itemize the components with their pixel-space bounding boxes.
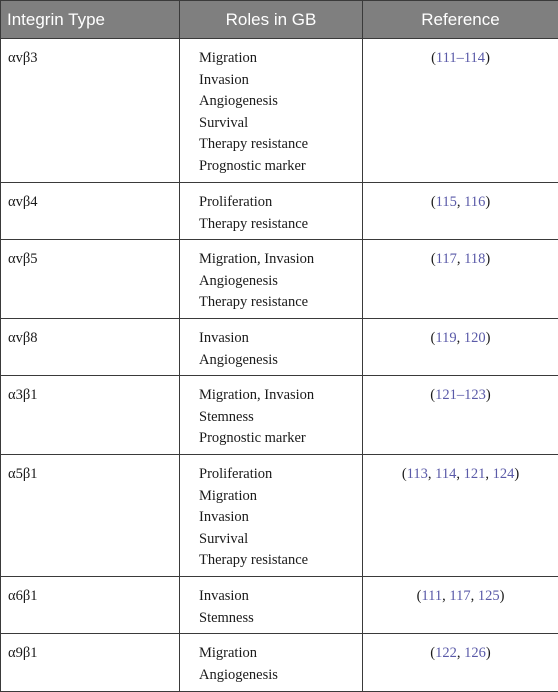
role-item: Invasion: [199, 586, 362, 608]
reference-cell: [363, 577, 558, 634]
role-item: Stemness: [199, 407, 362, 429]
reference-list: (115, 116): [363, 192, 558, 214]
integrin-type: αvβ3: [8, 48, 179, 70]
integrin-type: αvβ4: [8, 192, 179, 214]
reference-link[interactable]: 119: [435, 330, 456, 346]
reference-cell: [363, 319, 558, 376]
table-row: [1, 39, 558, 183]
role-item: Therapy resistance: [199, 292, 362, 314]
role-item: Angiogenesis: [199, 91, 362, 113]
integrin-type-cell: [1, 240, 180, 319]
roles-cell: [180, 240, 363, 319]
reference-link[interactable]: 116: [464, 194, 485, 210]
table-body: [1, 39, 558, 692]
reference-list: (122, 126): [363, 643, 558, 665]
reference-list: (117, 118): [363, 249, 558, 271]
reference-link[interactable]: 126: [464, 645, 486, 661]
roles-cell: [180, 577, 363, 634]
reference-cell: [363, 39, 558, 183]
reference-link[interactable]: 113: [407, 466, 428, 482]
table-row: [1, 376, 558, 455]
roles-cell: [180, 634, 363, 692]
integrin-type-cell: [1, 319, 180, 376]
integrin-type: αvβ5: [8, 249, 179, 271]
role-item: Proliferation: [199, 464, 362, 486]
role-item: Proliferation: [199, 192, 362, 214]
header-row: [1, 1, 558, 39]
integrin-type: α9β1: [8, 643, 179, 665]
reference-link[interactable]: 120: [464, 330, 486, 346]
integrin-type-cell: [1, 577, 180, 634]
reference-list: (119, 120): [363, 328, 558, 350]
table-header: [1, 1, 558, 39]
reference-link[interactable]: 117: [436, 251, 457, 267]
header-reference: Reference: [363, 1, 558, 39]
role-item: Therapy resistance: [199, 550, 362, 572]
role-item: Stemness: [199, 608, 362, 630]
role-item: Survival: [199, 529, 362, 551]
table-row: [1, 455, 558, 577]
role-item: Therapy resistance: [199, 134, 362, 156]
roles-cell: [180, 39, 363, 183]
integrin-type-cell: [1, 39, 180, 183]
role-item: Invasion: [199, 507, 362, 529]
roles-cell: [180, 319, 363, 376]
reference-list: (121–123): [363, 385, 558, 407]
role-item: Therapy resistance: [199, 214, 362, 236]
roles-cell: [180, 376, 363, 455]
reference-link[interactable]: 114: [435, 466, 456, 482]
table-row: [1, 577, 558, 634]
role-item: Invasion: [199, 328, 362, 350]
reference-cell: [363, 376, 558, 455]
role-item: Angiogenesis: [199, 665, 362, 687]
header-roles: Roles in GB: [180, 1, 363, 39]
table-row: [1, 319, 558, 376]
reference-link[interactable]: 118: [464, 251, 485, 267]
roles-cell: [180, 455, 363, 577]
role-item: Angiogenesis: [199, 350, 362, 372]
integrin-type: α3β1: [8, 385, 179, 407]
integrin-type-cell: [1, 455, 180, 577]
role-item: Migration, Invasion: [199, 249, 362, 271]
reference-cell: [363, 634, 558, 692]
role-item: Prognostic marker: [199, 428, 362, 450]
reference-link[interactable]: 111: [421, 588, 442, 604]
reference-link[interactable]: 115: [436, 194, 457, 210]
reference-list: (111–114): [363, 48, 558, 70]
role-item: Migration: [199, 643, 362, 665]
integrin-type-cell: [1, 183, 180, 240]
integrin-type-cell: [1, 634, 180, 692]
reference-link[interactable]: 121: [464, 466, 486, 482]
reference-link[interactable]: 122: [435, 645, 457, 661]
table-row: [1, 240, 558, 319]
reference-list: (111, 117, 125): [363, 586, 558, 608]
integrin-type: αvβ8: [8, 328, 179, 350]
reference-link[interactable]: 111–114: [436, 50, 485, 66]
reference-link[interactable]: 124: [493, 466, 515, 482]
reference-link[interactable]: 117: [449, 588, 470, 604]
role-item: Invasion: [199, 70, 362, 92]
header-integrin-type: Integrin Type: [1, 1, 180, 39]
integrin-type: α5β1: [8, 464, 179, 486]
role-item: Migration: [199, 486, 362, 508]
integrin-type: α6β1: [8, 586, 179, 608]
role-item: Survival: [199, 113, 362, 135]
role-item: Migration, Invasion: [199, 385, 362, 407]
reference-cell: [363, 240, 558, 319]
reference-link[interactable]: 121–123: [435, 387, 486, 403]
table-row: [1, 183, 558, 240]
role-item: Migration: [199, 48, 362, 70]
integrin-type-cell: [1, 376, 180, 455]
reference-cell: [363, 455, 558, 577]
role-item: Angiogenesis: [199, 271, 362, 293]
reference-link[interactable]: 125: [478, 588, 500, 604]
table-row: [1, 634, 558, 692]
roles-cell: [180, 183, 363, 240]
reference-cell: [363, 183, 558, 240]
role-item: Prognostic marker: [199, 156, 362, 178]
reference-list: (113, 114, 121, 124): [363, 464, 558, 486]
